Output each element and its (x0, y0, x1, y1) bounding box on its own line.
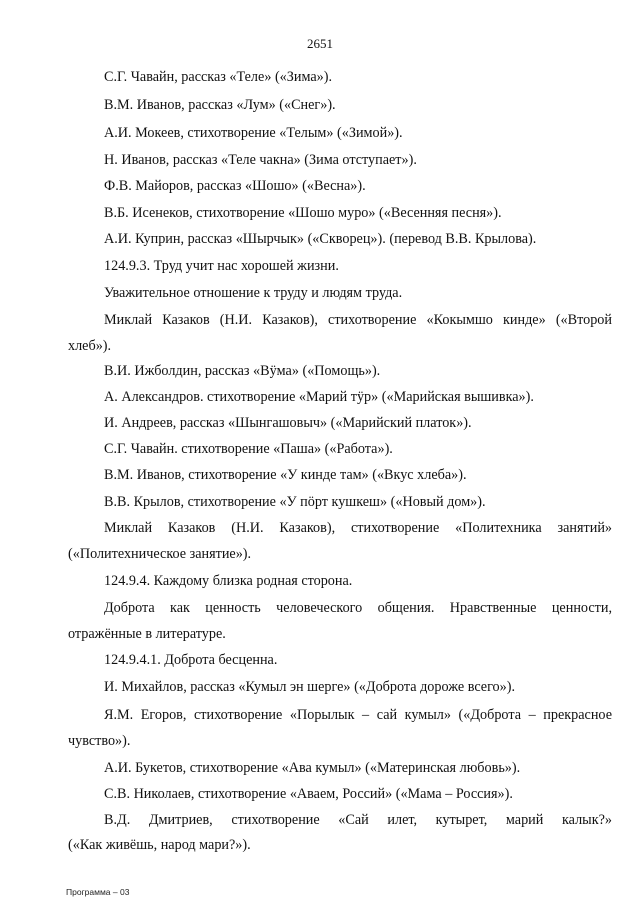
text-line: А. Александров. стихотворение «Марий тӱр» («Марийская вышивка»). (104, 389, 534, 405)
text-line: В.Д. Дмитриев, стихотворение «Сай илет, кутырет, марий калык?» (104, 812, 612, 828)
text-line: А.И. Мокеев, стихотворение «Телым» («Зимой»). (104, 125, 403, 141)
text-line: хлеб»). (68, 338, 112, 354)
text-line: Н. Иванов, рассказ «Теле чакна» (Зима отступает»). (104, 152, 417, 168)
text-line: А.И. Букетов, стихотворение «Ава кумыл» («Материнская любовь»). (104, 760, 521, 776)
text-line: А.И. Куприн, рассказ «Шырчык» («Скворец»). (перевод В.В. Крылова). (104, 231, 537, 247)
text-line: С.Г. Чавайн, рассказ «Теле» («Зима»). (104, 69, 333, 85)
text-line: («Политехническое занятие»). (68, 546, 252, 562)
text-line: («Как живёшь, народ мари?»). (68, 837, 251, 853)
section-heading: 124.9.3. Труд учит нас хорошей жизни. (104, 258, 339, 274)
page-number: 2651 (307, 36, 333, 51)
section-heading: 124.9.4.1. Доброта бесценна. (104, 652, 278, 668)
text-line: С.Г. Чавайн. стихотворение «Паша» («Работа»). (104, 441, 393, 457)
text-line: В.И. Ижболдин, рассказ «Вӱма» («Помощь»). (104, 363, 381, 379)
text-line: В.В. Крылов, стихотворение «У пӧрт кушкеш» («Новый дом»). (104, 494, 486, 510)
text-line: отражённые в литературе. (68, 626, 226, 642)
text-line: И. Андреев, рассказ «Шынгашовыч» («Марийский платок»). (104, 415, 472, 431)
text-line: В.М. Иванов, стихотворение «У кинде там» («Вкус хлеба»). (104, 467, 467, 483)
text-line: В.М. Иванов, рассказ «Лум» («Снег»). (104, 97, 336, 113)
text-line: В.Б. Исенеков, стихотворение «Шошо муро» («Весенняя песня»). (104, 205, 502, 221)
text-line: И. Михайлов, рассказ «Кумыл эн шерге» («Доброта дороже всего»). (104, 679, 516, 695)
text-line: Миклай Казаков (Н.И. Казаков), стихотворение «Политехника занятий» (104, 520, 612, 536)
text-line: Миклай Казаков (Н.И. Казаков), стихотворение «Кокымшо кинде» («Второй (104, 312, 612, 328)
text-line: Я.М. Егоров, стихотворение «Порылык – сай кумыл» («Доброта – прекрасное (104, 707, 612, 723)
text-line: чувство»). (68, 733, 131, 749)
text-line: Уважительное отношение к труду и людям труда. (104, 285, 403, 301)
text-line: С.В. Николаев, стихотворение «Аваем, Россий» («Мама – Россия»). (104, 786, 513, 802)
text-line: Ф.В. Майоров, рассказ «Шошо» («Весна»). (104, 178, 366, 194)
text-line: Доброта как ценность человеческого общения. Нравственные ценности, (104, 600, 612, 616)
section-heading: 124.9.4. Каждому близка родная сторона. (104, 573, 353, 589)
footer-label: Программа – 03 (66, 887, 130, 897)
